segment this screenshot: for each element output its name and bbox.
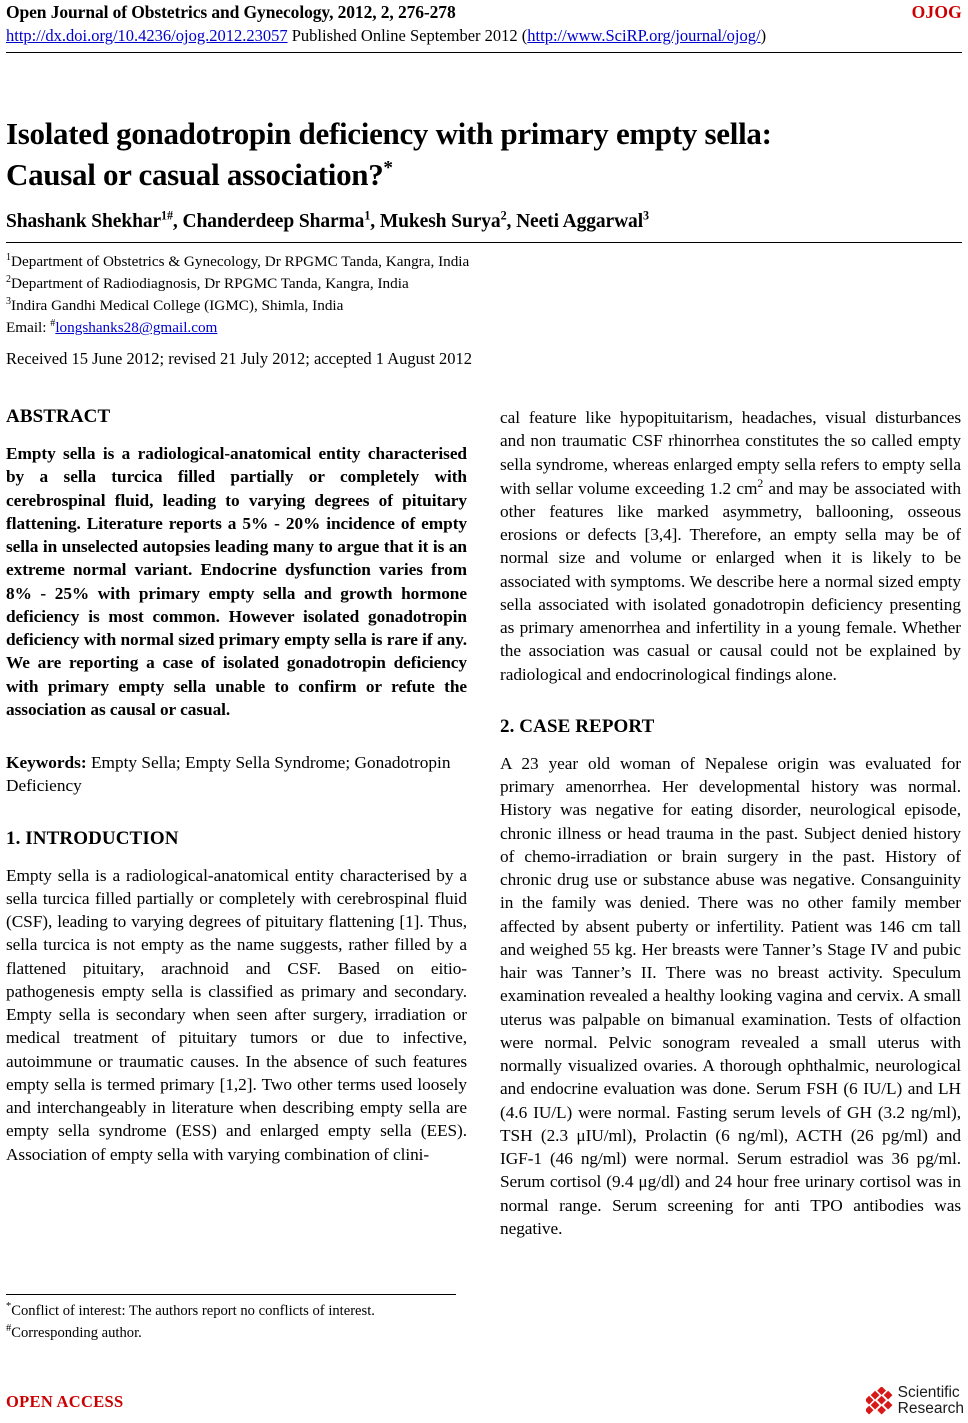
affiliation-block (6, 251, 706, 339)
author-entry (182, 208, 380, 232)
keywords-line (6, 751, 467, 798)
keywords-label: Keywords: (6, 753, 87, 772)
footnote-item (6, 1300, 467, 1322)
introduction-paragraph-right (500, 406, 961, 686)
publisher-name (898, 1385, 964, 1417)
footnote-item (6, 1322, 467, 1344)
affiliation-marker: 3 (6, 296, 12, 308)
title-line-1: Isolated gonadotropin deficiency with primary empty sella: (6, 115, 772, 151)
header-divider (6, 52, 962, 53)
open-access-badge: OPEN ACCESS (6, 1392, 124, 1411)
intro-right-pre: cal feature like hypopituitarism, headaches, visual disturbances and non traumatic CSF rhinorrhea constitutes the so called empty sella syndrome, whereas enlarged empty sella refers to empty sella with sellar volume exceeding 1.2 cm (500, 408, 961, 498)
published-online-text: Published Online September 2012 ( (287, 26, 528, 45)
footnote-block (6, 1294, 467, 1343)
title-line-2: Causal or casual association? (6, 156, 384, 192)
author-name: Mukesh Surya (379, 210, 501, 232)
author-name: Shashank Shekhar (6, 210, 162, 232)
author-entry (379, 208, 517, 232)
doi-link[interactable]: http://dx.doi.org/10.4236/ojog.2012.23057 (6, 26, 288, 45)
author-affil-marker: 1 (364, 208, 371, 222)
introduction-paragraph-left: Empty sella is a radiological-anatomical entity characterised by a sella turcica filled partially or completely with cerebrospinal fluid (CSF), leading to varying degrees of pituitary flattening [1]. Thus, sella turcica is not empty as the name suggests, rather filled by a flattened pituitary, arachnoid and CSF. Based on eitio-pathogenesis empty sella is classified as primary and secondary. Empty sella is secondary when seen after surgery, irradiation or medical treatment of pituitary tumors or due to infective, autoimmune or traumatic causes. In the absence of such features empty sella is termed primary [1,2]. Two other terms used loosely and interchangeably in literature when describing empty sella are empty sella syndrome (ESS) and enlarged empty sella (EES). Association of empty sella with varying combination of clini- (6, 865, 467, 1164)
author-name: Chanderdeep Sharma (182, 210, 365, 232)
journal-site-link[interactable]: http://www.SciRP.org/journal/ojog/ (527, 26, 761, 45)
author-entry (6, 208, 183, 232)
email-label: Email: (6, 319, 51, 337)
author-name: Neeti Aggarwal (516, 210, 644, 232)
title-footnote-marker: * (383, 157, 393, 179)
column-left (6, 406, 467, 1166)
author-affil-marker: 3 (643, 208, 649, 222)
email-marker: # (50, 318, 56, 330)
keywords-value: Empty Sella; Empty Sella Syndrome; Gonadotropin Deficiency (6, 753, 451, 796)
closing-paren: ) (760, 26, 767, 45)
unit-superscript: 2 (757, 476, 764, 490)
affiliation-marker: 2 (6, 274, 12, 286)
footnote-marker: * (6, 1301, 12, 1312)
email-link[interactable]: longshanks28@gmail.com (55, 319, 218, 337)
column-right (500, 406, 961, 1240)
author-list (6, 208, 946, 233)
publisher-line-2: Research (897, 1400, 964, 1418)
abstract-text: Empty sella is a radiological-anatomical entity characterised by a sella turcica filled partially or completely with cerebrospinal fluid, leading to varying degrees of pituitary flattening. Literature reports a 5% - 20% incidence of empty sella in unselected autopsies leading many to argue that it is an extreme normal variant. Endocrine dysfunction varies from 8% - 25% with primary empty sella and growth hormone deficiency is most common. However isolated gonadotropin deficiency with normal sized primary empty sella is rare if any. We are reporting a case of isolated gonadotropin deficiency with primary empty sella unable to confirm or refute the association as causal or casual. (6, 444, 467, 719)
abstract-heading: ABSTRACT (6, 406, 111, 427)
footnote-divider (6, 1294, 456, 1295)
footnote-text: Conflict of interest: The authors report no conflicts of interest. (11, 1302, 375, 1319)
affiliation-text: Department of Radiodiagnosis, Dr RPGMC Tanda, Kangra, India (11, 275, 409, 293)
author-separator: , (506, 210, 517, 232)
affiliation-item (6, 273, 706, 295)
page-title (6, 113, 936, 195)
publisher-logo (866, 1385, 964, 1417)
running-head-row-doi (6, 26, 962, 46)
author-affil-marker: 1# (161, 208, 173, 222)
journal-citation: Open Journal of Obstetrics and Gynecology, 2012, 2, 276-278 (6, 2, 456, 22)
introduction-heading: 1. INTRODUCTION (6, 827, 179, 849)
affiliation-item (6, 295, 706, 317)
running-head (6, 2, 962, 46)
author-separator: , (172, 210, 183, 232)
received-dates-line: Received 15 June 2012; revised 21 July 2012; accepted 1 August 2012 (6, 349, 473, 368)
affiliation-text: Indira Gandhi Medical College (IGMC), Shimla, India (11, 297, 344, 315)
running-head-row-top (6, 2, 962, 23)
intro-right-post: and may be associated with other features like marked asymmetry, ballooning, osseous erosions or defects [3,4]. Therefore, an empty sella may be of normal size and volume or enlarged when it is likely to be associated with symptoms. We describe here a normal sized empty sella associated with isolated gonadotropin deficiency presenting as primary amenorrhea and infertility in a young female. Whether the association was casual or causal could not be explained by radiological and endocrinological findings alone. (500, 478, 961, 684)
author-affil-marker: 2 (500, 208, 507, 222)
author-entry (516, 208, 649, 232)
publisher-line-1: Scientific (897, 1384, 960, 1401)
email-line (6, 317, 706, 339)
author-divider (6, 242, 962, 243)
case-report-heading: 2. CASE REPORT (500, 715, 655, 737)
journal-abbreviation-mark: OJOG (911, 2, 962, 22)
affiliation-marker: 1 (6, 252, 12, 263)
affiliation-item (6, 251, 706, 273)
footnote-text: Corresponding author. (11, 1324, 142, 1341)
case-report-paragraph: A 23 year old woman of Nepalese origin was evaluated for primary amenorrhea. Her developmental history was normal. History was negative for eating disorder, neurological episode, chronic illness or head trauma in the past. Subject denied history of chemo-irradiation or brain surgery in the past. History of chronic drug use or substance abuse was negative. Consanguinity in the family was denied. There was no other family member affected by absent puberty or infertility. Patient was 146 cm tall and weighed 55 kg. Her breasts were Tanner’s Stage IV and pubic hair was Tanner’s II. There was no breast activity. Speculum examination revealed a healthy looking vagina and cervix. A small uterus was palpable on bimanual examination. Tests of olfaction were normal. Pelvic sonogram revealed a small uterus with normally visualized ovaries. A thorough ophthalmic, neurological and endocrine evaluation was done. Serum FSH (6 IU/L) and LH (4.6 IU/L) were normal. Fasting serum levels of GH (3.2 ng/ml), TSH (2.3 μIU/ml), Prolactin (6 ng/ml), ACTH (26 pg/ml) and IGF-1 (46 ng/ml) were normal. Serum estradiol was 36 pg/ml. Serum cortisol (9.4 μg/dl) and 24 hour free urinary cortisol was in normal range. Serum screening for anti TPO antibodies was negative. (500, 753, 961, 1238)
affiliation-text: Department of Obstetrics & Gynecology, Dr RPGMC Tanda, Kangra, India (11, 253, 470, 271)
diamond-grid-icon (866, 1387, 894, 1415)
author-separator: , (370, 210, 380, 232)
footnote-marker: # (6, 1322, 12, 1334)
